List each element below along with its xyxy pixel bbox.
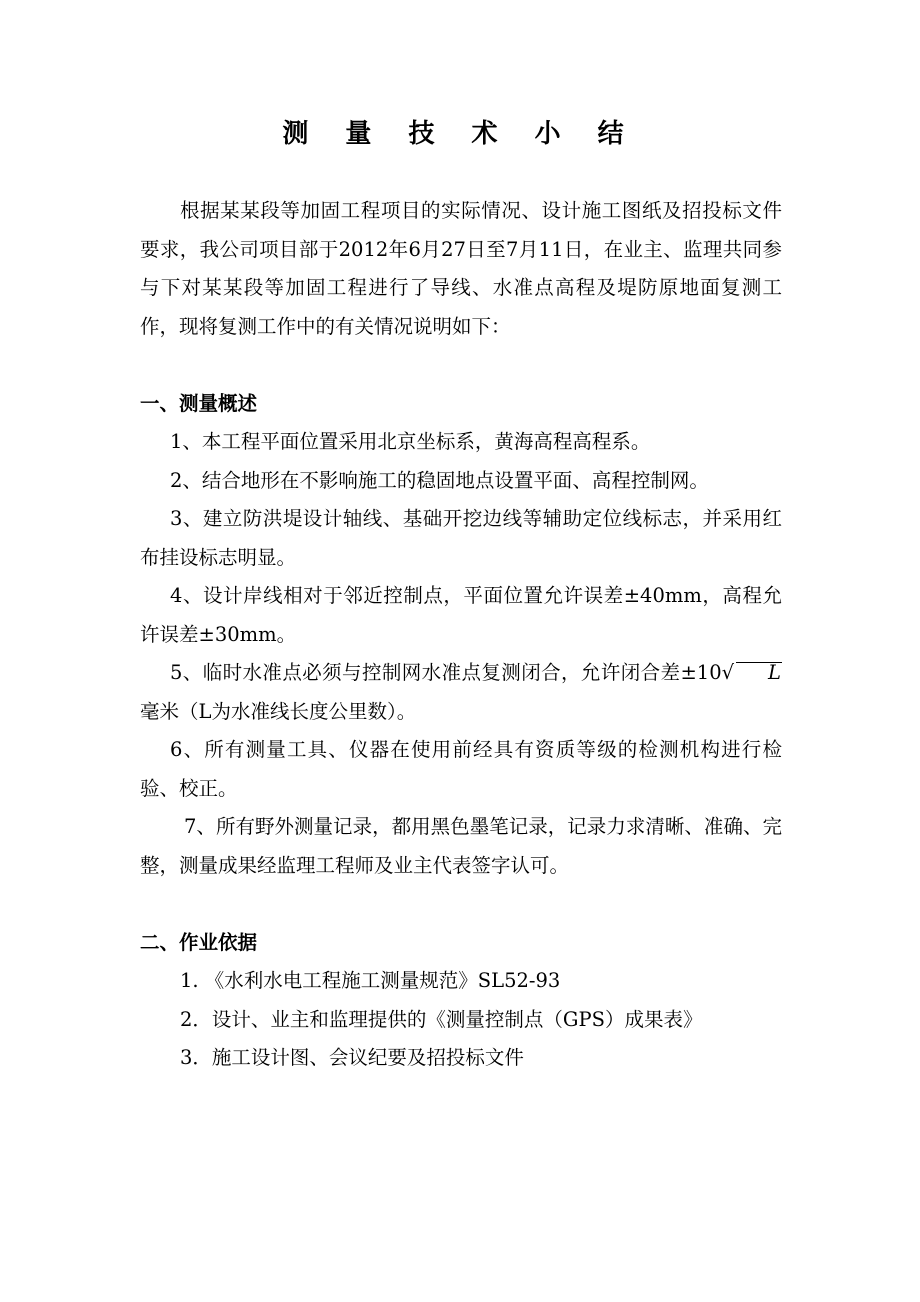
spacer [140, 346, 782, 385]
overview-item-3: 3、建立防洪堤设计轴线、基础开挖边线等辅助定位线标志，并采用红布挂设标志明显。 [140, 507, 782, 569]
item5-text-before: 5、临时水准点必须与控制网水准点复测闭合，允许闭合差±10 [170, 661, 722, 684]
section-heading-basis: 二、作业依据 [140, 930, 258, 954]
overview-item-7: 7、所有野外测量记录，都用黑色墨笔记录，记录力求清晰、准确、完整，测量成果经监理工程师及业主代表签字认可。 [140, 815, 782, 877]
overview-item-5 [140, 654, 782, 731]
basis-item-3: 3．施工设计图、会议纪要及招投标文件 [180, 1046, 524, 1069]
document-title: 测 量 技 术 小 结 [282, 119, 638, 149]
overview-item-4: 4、设计岸线相对于邻近控制点，平面位置允许误差±40mm，高程允许误差±30mm。 [140, 584, 782, 646]
sqrt-variable: L [736, 662, 782, 683]
basis-item-2: 2．设计、业主和监理提供的《测量控制点（GPS）成果表》 [180, 1007, 703, 1031]
section-heading-overview: 一、测量概述 [140, 391, 258, 415]
spacer [140, 885, 782, 924]
overview-item-6: 6、所有测量工具、仪器在使用前经具有资质等级的检测机构进行检验、校正。 [140, 738, 782, 800]
overview-item-2: 2、结合地形在不影响施工的稳固地点设置平面、高程控制网。 [170, 468, 709, 492]
document-body [140, 192, 782, 1078]
basis-item-1: 1. 《水利水电工程施工测量规范》SL52-93 [180, 969, 561, 992]
overview-item-1: 1、本工程平面位置采用北京坐标系，黄海高程高程系。 [170, 430, 651, 453]
intro-paragraph: 根据某某段等加固工程项目的实际情况、设计施工图纸及招投标文件要求，我公司项目部于2012年6月27日至7月11日，在业主、监理共同参与下对某某段等加固工程进行了导线、水准点高程及堤防原地面复测工作，现将复测工作中的有关情况说明如下： [140, 199, 782, 338]
item5-text-after: 毫米（L为水准线长度公里数）。 [140, 699, 417, 723]
sqrt-sign: √ [721, 661, 735, 684]
